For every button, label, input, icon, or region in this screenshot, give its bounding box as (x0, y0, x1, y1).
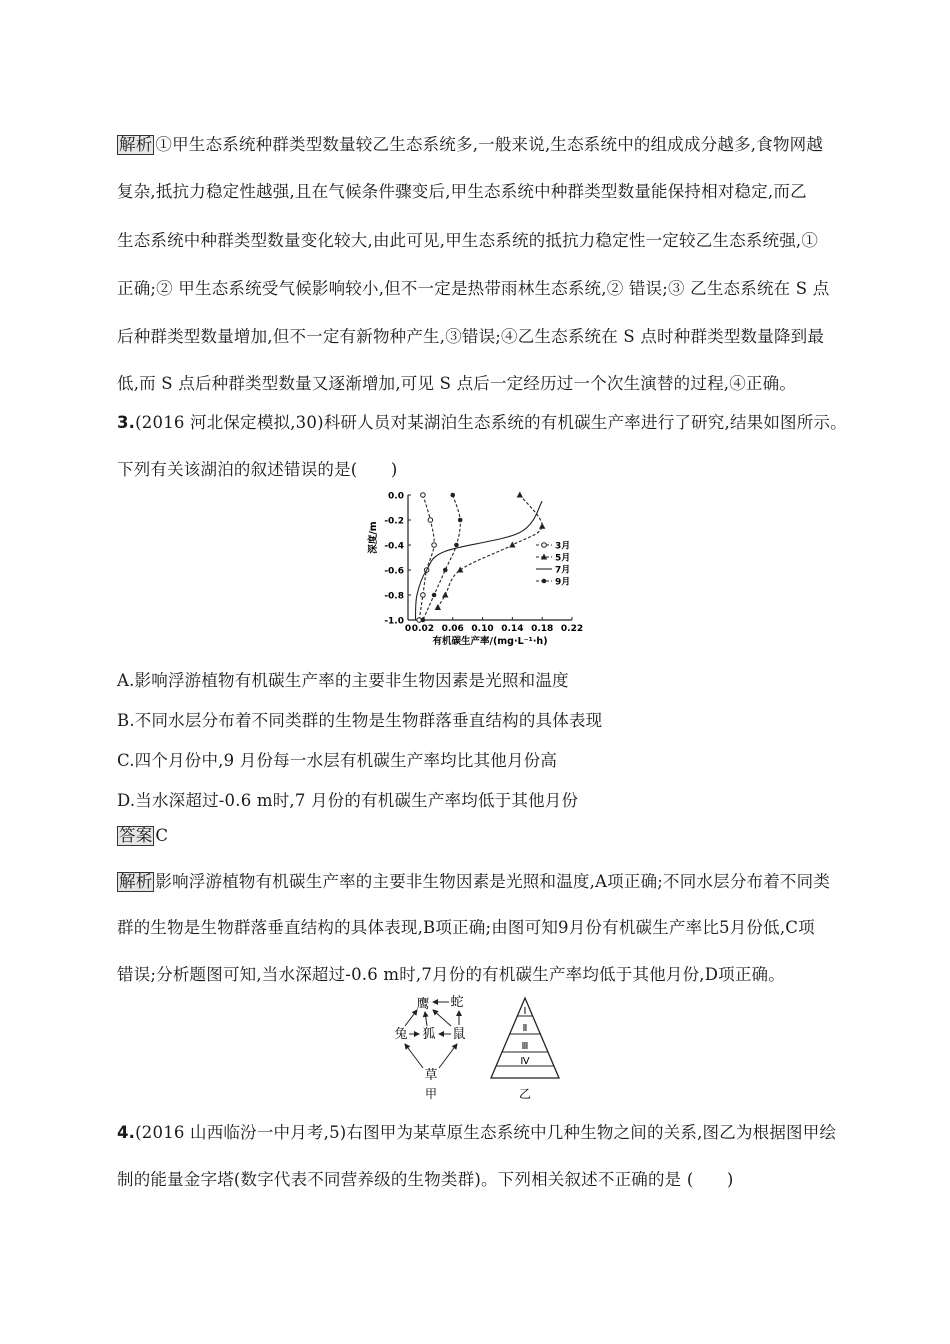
analysis-line (117, 131, 823, 155)
data-point (443, 568, 448, 573)
data-point (435, 604, 441, 610)
data-point (450, 493, 455, 498)
legend-label: 9月 (555, 577, 571, 588)
option-b: B.不同水层分布着不同类群的生物是生物群落垂直结构的具体表现 (117, 711, 603, 730)
pyramid-level-4: Ⅳ (520, 1056, 530, 1067)
option-c: C.四个月份中,9 月份每一水层有机碳生产率均比其他月份高 (117, 751, 558, 770)
data-point (457, 567, 463, 573)
pyramid-level-1: Ⅰ (523, 1006, 527, 1017)
analysis-line: 错误;分析题图可知,当水深超过-0.6 m时,7月份的有机碳生产率均低于其他月份,D项正确。 (117, 965, 785, 984)
x-tick-label: 0.14 (501, 624, 524, 634)
energy-pyramid (487, 994, 563, 1104)
question-4-stem (117, 1119, 836, 1143)
legend-label: 7月 (555, 565, 571, 576)
y-tick-label: 0.0 (388, 491, 404, 502)
option-a: A.影响浮游植物有机碳生产率的主要非生物因素是光照和温度 (117, 671, 569, 690)
option-d: D.当水深超过-0.6 m时,7 月份的有机碳生产率均低于其他月份 (117, 791, 579, 810)
analysis-line (117, 868, 830, 892)
series-line-4 (423, 495, 460, 620)
x-tick-label: 0 (404, 624, 412, 634)
answer-tag: 答案 (119, 826, 153, 845)
question-number: 4. (117, 1123, 136, 1142)
analysis-line: 低,而 S 点后种群类型数量又逐渐增加,可见 S 点后一定经历过一个次生演替的过程,④正确。 (117, 374, 797, 393)
analysis-line: 复杂,抵抗力稳定性越强,且在气候条件骤变后,甲生态系统中种群类型数量能保持相对稳定,而乙 (117, 182, 807, 201)
pyramid-level-2: Ⅱ (522, 1023, 528, 1034)
y-tick-label: -0.2 (384, 516, 404, 527)
x-tick-label: 0.02 (411, 624, 435, 634)
y-tick-label: -1.0 (384, 616, 404, 627)
y-tick-label: -0.8 (384, 591, 404, 602)
data-point (421, 493, 426, 498)
analysis-text: ①甲生态系统种群类型数量较乙生态系统多,一般来说,生态系统中的组成成分越多,食物网越 (155, 135, 824, 154)
data-point (442, 592, 448, 598)
node-snake: 蛇 (450, 995, 464, 1010)
x-tick-label: 0.22 (560, 624, 584, 634)
series-line-2 (438, 495, 542, 608)
analysis-tag: 解析 (119, 135, 153, 154)
arrow-mouse-eagle (433, 1010, 451, 1026)
analysis-line: 后种群类型数量增加,但不一定有新物种产生,③错误;④乙生态系统在 S 点时种群类型数量降到最 (117, 327, 825, 346)
data-point (458, 518, 463, 523)
arrow-rabbit-eagle (405, 1010, 417, 1026)
node-grass: 草 (424, 1068, 438, 1083)
x-tick-label: 0.10 (471, 624, 494, 634)
data-point (421, 593, 426, 598)
node-rabbit: 兔 (394, 1027, 408, 1042)
food-web-diagram (385, 992, 475, 1102)
data-point (421, 618, 426, 623)
food-web-caption: 甲 (424, 1087, 438, 1101)
data-point (539, 523, 545, 529)
data-point (432, 593, 437, 598)
question-3-stem (117, 409, 847, 433)
data-point (542, 579, 547, 584)
pyramid-caption: 乙 (518, 1087, 532, 1101)
analysis-text: 影响浮游植物有机碳生产率的主要非生物因素是光照和温度,A项正确;不同水层分布着不同类 (155, 872, 831, 891)
y-axis-label: 深度/m (368, 521, 379, 554)
y-tick-label: -0.6 (384, 566, 404, 577)
node-mouse: 鼠 (452, 1027, 466, 1042)
node-fox: 狐 (422, 1027, 436, 1042)
analysis-line: 正确;② 甲生态系统受气候影响较小,但不一定是热带雨林生态系统,② 错误;③ 乙生态系统在 S 点 (117, 279, 830, 298)
data-point (509, 542, 515, 548)
data-point (454, 543, 459, 548)
y-tick-label: -0.4 (384, 541, 404, 552)
data-point (428, 518, 433, 523)
arrow-fox-eagle (425, 1012, 427, 1026)
data-point (542, 543, 547, 548)
analysis-line: 生态系统中种群类型数量变化较大,由此可见,甲生态系统的抵抗力稳定性一定较乙生态系统强,① (117, 231, 819, 250)
series-line-1 (419, 495, 434, 620)
pyramid-level-3: Ⅲ (521, 1041, 529, 1052)
question-text: (2016 河北保定模拟,30)科研人员对某湖泊生态系统的有机碳生产率进行了研究,结果如图所示。 (135, 413, 847, 432)
x-tick-label: 0.18 (531, 624, 554, 634)
answer-value: C (155, 826, 169, 845)
analysis-line: 群的生物是生物群落垂直结构的具体表现,B项正确;由图可知9月份有机碳生产率比5月份低,C项 (117, 918, 815, 937)
data-point (517, 492, 523, 498)
legend-label: 5月 (555, 553, 571, 564)
x-tick-label: 0.06 (441, 624, 464, 634)
arrow-grass-mouse (439, 1044, 457, 1068)
series-line-3 (415, 501, 542, 620)
question-number: 3. (117, 413, 136, 432)
question-4-stem-line2: 制的能量金字塔(数字代表不同营养级的生物类群)。下列相关叙述不正确的是 ( ) (117, 1170, 734, 1189)
node-eagle: 鹰 (416, 997, 430, 1012)
arrow-grass-rabbit (405, 1044, 423, 1068)
depth-production-chart (358, 485, 598, 655)
question-text: (2016 山西临汾一中月考,5)右图甲为某草原生态系统中几种生物之间的关系,图乙为根据图甲绘 (135, 1123, 837, 1142)
answer-line (117, 826, 168, 846)
question-3-stem-line2: 下列有关该湖泊的叙述错误的是( ) (117, 460, 398, 479)
legend-label: 3月 (555, 541, 571, 552)
data-point (432, 543, 437, 548)
x-axis-label: 有机碳生产率/(mg·L⁻¹·h) (432, 636, 548, 647)
analysis-tag: 解析 (119, 872, 153, 891)
